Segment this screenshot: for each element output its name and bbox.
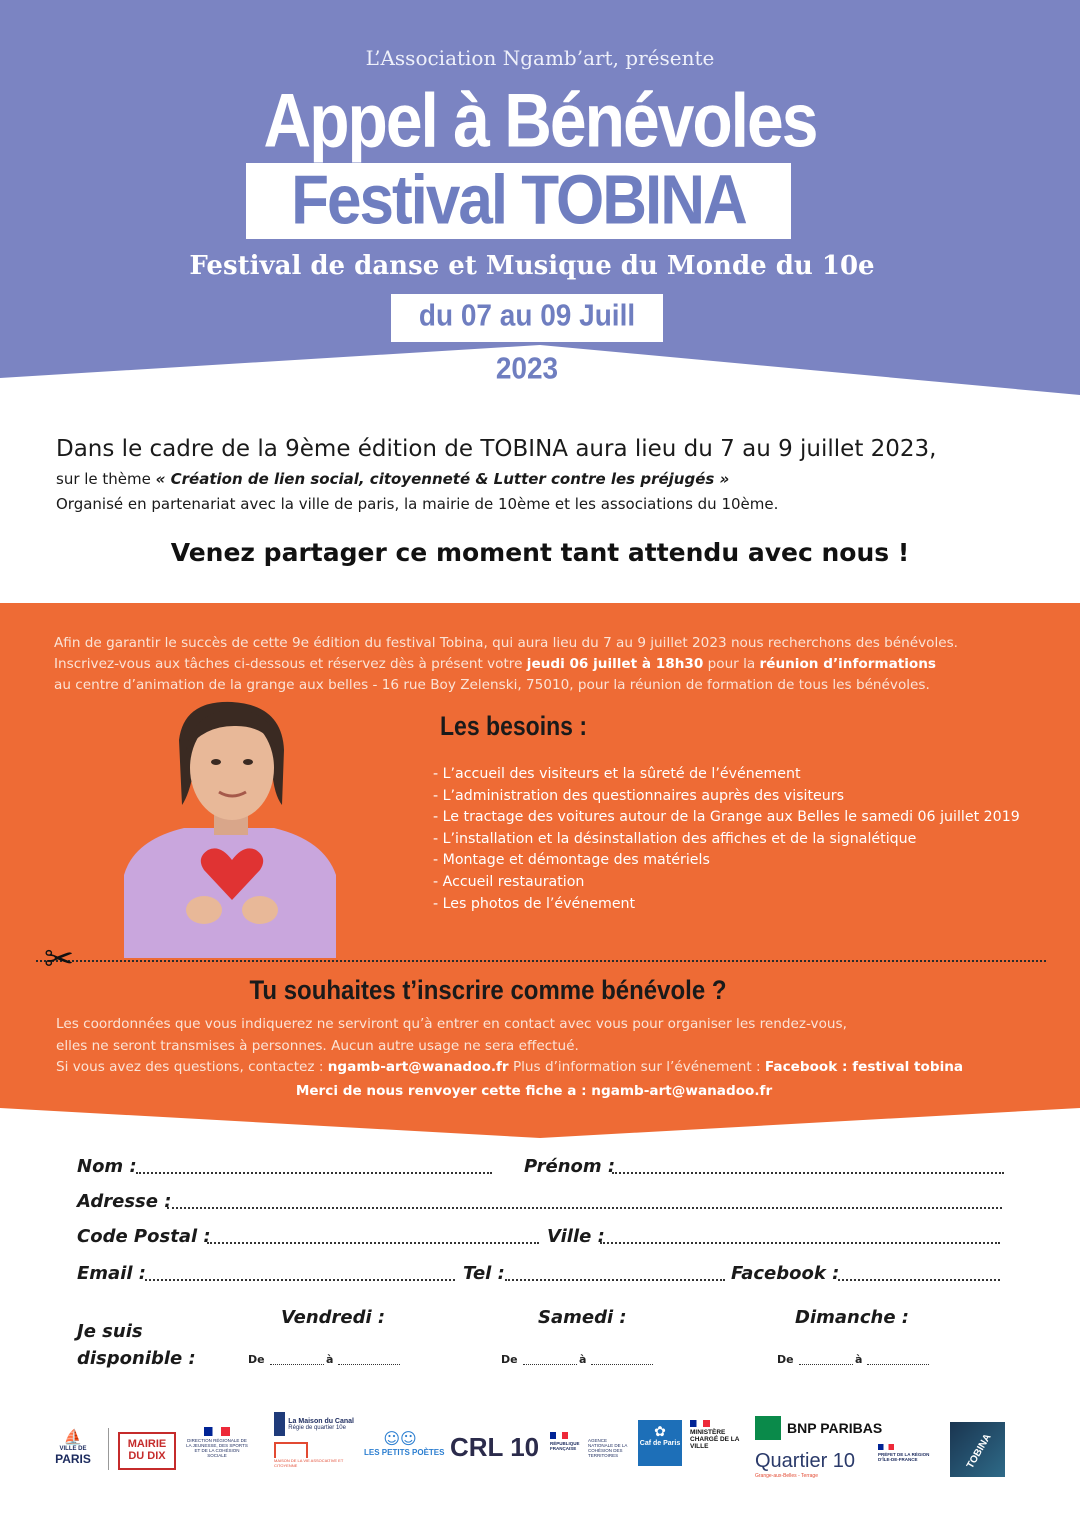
tel-field[interactable] [505,1279,725,1281]
ville-field[interactable] [600,1242,1000,1244]
prenom-label: Prénom : [524,1156,616,1177]
return-instructions: Merci de nous renvoyer cette fiche a : ngamb-art@wanadoo.fr [295,1083,773,1099]
meeting-date: jeudi 06 juillet à 18h30 [526,656,704,672]
signup-paragraph-1: Les coordonnées que vous indiquerez ne serviront qu’à entrer en contact avec vous pour organiser les rendez-vous, [56,1016,847,1032]
petits-poetes-text: LES PETITS POÈTES [364,1448,445,1457]
main-title: Appel à Bénévoles [263,77,817,163]
french-flag-icon [878,1444,894,1450]
theme-line [56,470,729,488]
festival-name: Festival TOBINA [291,161,746,240]
sunday-to-field[interactable] [867,1364,929,1365]
tobina-logo-text: TOBINA [964,1432,994,1471]
logo-drjscs [186,1427,248,1458]
intro-line: Dans le cadre de la 9ème édition de TOBINA aura lieu du 7 au 9 juillet 2023, [56,436,937,462]
needs-item: - L’administration des questionnaires auprès des visiteurs [433,787,844,804]
logo-mairie-du-dix [118,1432,176,1470]
saturday-to-field[interactable] [591,1364,653,1365]
logo-bnp-paribas [755,1416,882,1440]
paris-logo-text: VILLE DE [59,1446,87,1452]
logo-anct [588,1438,630,1458]
quartier-text: Quartier 10 [755,1450,856,1472]
friday-to-field[interactable] [338,1364,400,1365]
logo-divider [108,1428,109,1470]
needs-title: Les besoins : [440,711,587,741]
maison-vie-asso-text: MAISON DE LA VIE ASSOCIATIVE ET CITOYENNE [274,1458,344,1468]
volunteer-photo [124,700,336,958]
logo-crl10 [450,1432,539,1463]
festival-dates: du 07 au 09 Juill 2023 [418,298,636,385]
signup-paragraph-3 [56,1059,963,1075]
day-friday: Vendredi : [281,1307,386,1328]
festival-subtitle: Festival de danse et Musique du Monde du 10e [189,251,875,281]
from-label: De [501,1353,518,1366]
info-text: Plus d’information sur l’événement : [512,1059,761,1075]
drjscs-logo-text: DIRECTION RÉGIONALE DE LA JEUNESSE, DES SPORTS ET DE LA COHÉSION SOCIALE [186,1438,248,1458]
from-label: De [248,1353,265,1366]
facebook-field[interactable] [838,1279,1000,1281]
logo-maison-du-canal [274,1412,354,1468]
french-flag-icon [690,1420,710,1427]
signup-title: Tu souhaites t’inscrire comme bénévole ? [249,975,727,1006]
logo-quartier-10 [755,1450,855,1479]
email-label: Email : [77,1263,147,1284]
nom-label: Nom : [77,1156,137,1177]
contact-text: Si vous avez des questions, contactez : [56,1059,324,1075]
maison-canal-text: La Maison du Canal [288,1417,354,1425]
maison-vie-asso-icon [274,1442,308,1458]
tel-label: Tel : [463,1263,505,1284]
email-field[interactable] [145,1279,455,1281]
code-postal-field[interactable] [207,1242,539,1244]
nom-field[interactable] [136,1172,492,1174]
friday-from-field[interactable] [270,1364,324,1365]
needs-item: - Accueil restauration [433,873,585,890]
to-label: à [855,1353,863,1366]
meeting-label: réunion d’informations [759,656,937,672]
french-flag-icon [550,1432,568,1439]
contact-email[interactable]: ngamb-art@wanadoo.fr [327,1059,509,1075]
logo-republique [550,1432,584,1451]
logo-ministere-ville [690,1420,742,1450]
caf-text: Caf de Paris [639,1440,681,1447]
recruit-paragraph-1: Afin de garantir le succès de cette 9e édition du festival Tobina, qui aura lieu du 7 au 9 juillet 2023 nous recherchons des bénévoles. [54,635,958,651]
signup-paragraph-2: elles ne seront transmises à personnes. Aucun autre usage ne sera effectué. [56,1038,579,1054]
petits-poetes-icon: ☺☺ [383,1429,417,1448]
logo-ville-de-paris [48,1428,98,1466]
partners-line: Organisé en partenariat avec la ville de paris, la mairie de 10ème et les associations du 10ème. [56,495,779,513]
ministere-text: MINISTÈRE CHARGÉ DE LA VILLE [690,1429,740,1450]
theme-prefix: sur le thème [56,470,151,488]
facebook-link[interactable]: Facebook : festival tobina [764,1059,964,1075]
recruit-text: Inscrivez-vous aux tâches ci-dessous et réservez dès à présent votre [54,656,523,672]
french-flag-icon [204,1427,230,1436]
code-postal-label: Code Postal : [77,1226,211,1247]
sunday-from-field[interactable] [799,1364,853,1365]
mairie-logo-text: DU DIX [128,1450,166,1462]
needs-item: - Montage et démontage des matériels [433,852,710,869]
cut-line [36,960,1046,962]
prenom-field[interactable] [612,1172,1004,1174]
quartier-sub-text: Grange-aux-Belles - Terrage [755,1473,818,1479]
bnp-star-icon [755,1416,781,1440]
saturday-from-field[interactable] [523,1364,577,1365]
republique-text: RÉPUBLIQUE FRANÇAISE [550,1441,580,1451]
facebook-label: Facebook : [731,1263,840,1284]
needs-item: - L’installation et la désinstallation des affiches et de la signalétique [433,830,917,847]
ville-label: Ville : [547,1226,605,1247]
recruit-text: pour la [707,656,756,672]
mairie-logo-text: MAIRIE [127,1438,167,1450]
needs-list [433,764,1020,915]
anct-text: AGENCE NATIONALE DE LA COHÉSION DES TERRITOIRES [588,1438,628,1458]
logo-prefet-idf [878,1444,934,1462]
logo-caf [638,1420,682,1466]
logo-petits-poetes [364,1429,445,1457]
scissors-icon: ✂ [44,939,75,980]
day-saturday: Samedi : [538,1307,627,1328]
presenter-text: L’Association Ngamb’art, présente [365,46,715,70]
needs-item: - Les photos de l’événement [433,895,636,912]
adresse-field[interactable] [167,1207,1002,1209]
caf-icon: ✿ [654,1424,666,1440]
crl-logo-text: CRL 10 [450,1432,540,1462]
needs-item: - Le tractage des voitures autour de la Grange aux Belles le samedi 06 juillet 2019 [433,809,1020,826]
to-label: à [579,1353,587,1366]
logo-tobina [950,1422,1005,1477]
festival-name-box [246,163,791,239]
call-to-action: Venez partager ce moment tant attendu avec nous ! [170,538,910,567]
prefet-text: PRÉFET DE LA RÉGION D’ÎLE-DE-FRANCE [878,1452,930,1462]
from-label: De [777,1353,794,1366]
to-label: à [326,1353,334,1366]
maison-canal-text: Régie de quartier 10e [288,1424,346,1431]
disponible-label-line1: Je suis [77,1321,143,1342]
paris-ship-icon: ⛵ [63,1428,83,1446]
needs-item: - L’accueil des visiteurs et la sûreté de l’événement [433,766,801,782]
bnp-text: BNP PARIBAS [787,1420,883,1436]
dates-box [391,294,663,385]
paris-logo-text: PARIS [55,1452,91,1466]
adresse-label: Adresse : [77,1191,172,1212]
theme-text: « Création de lien social, citoyenneté & Lutter contre les préjugés » [155,470,730,488]
maison-canal-icon [274,1412,285,1436]
day-sunday: Dimanche : [795,1307,909,1328]
recruit-paragraph-3: au centre d’animation de la grange aux belles - 16 rue Boy Zelenski, 75010, pour la réunion de formation de tous les bénévoles. [54,677,930,693]
disponible-label-line2: disponible : [77,1348,196,1369]
recruit-paragraph-2 [54,656,936,672]
